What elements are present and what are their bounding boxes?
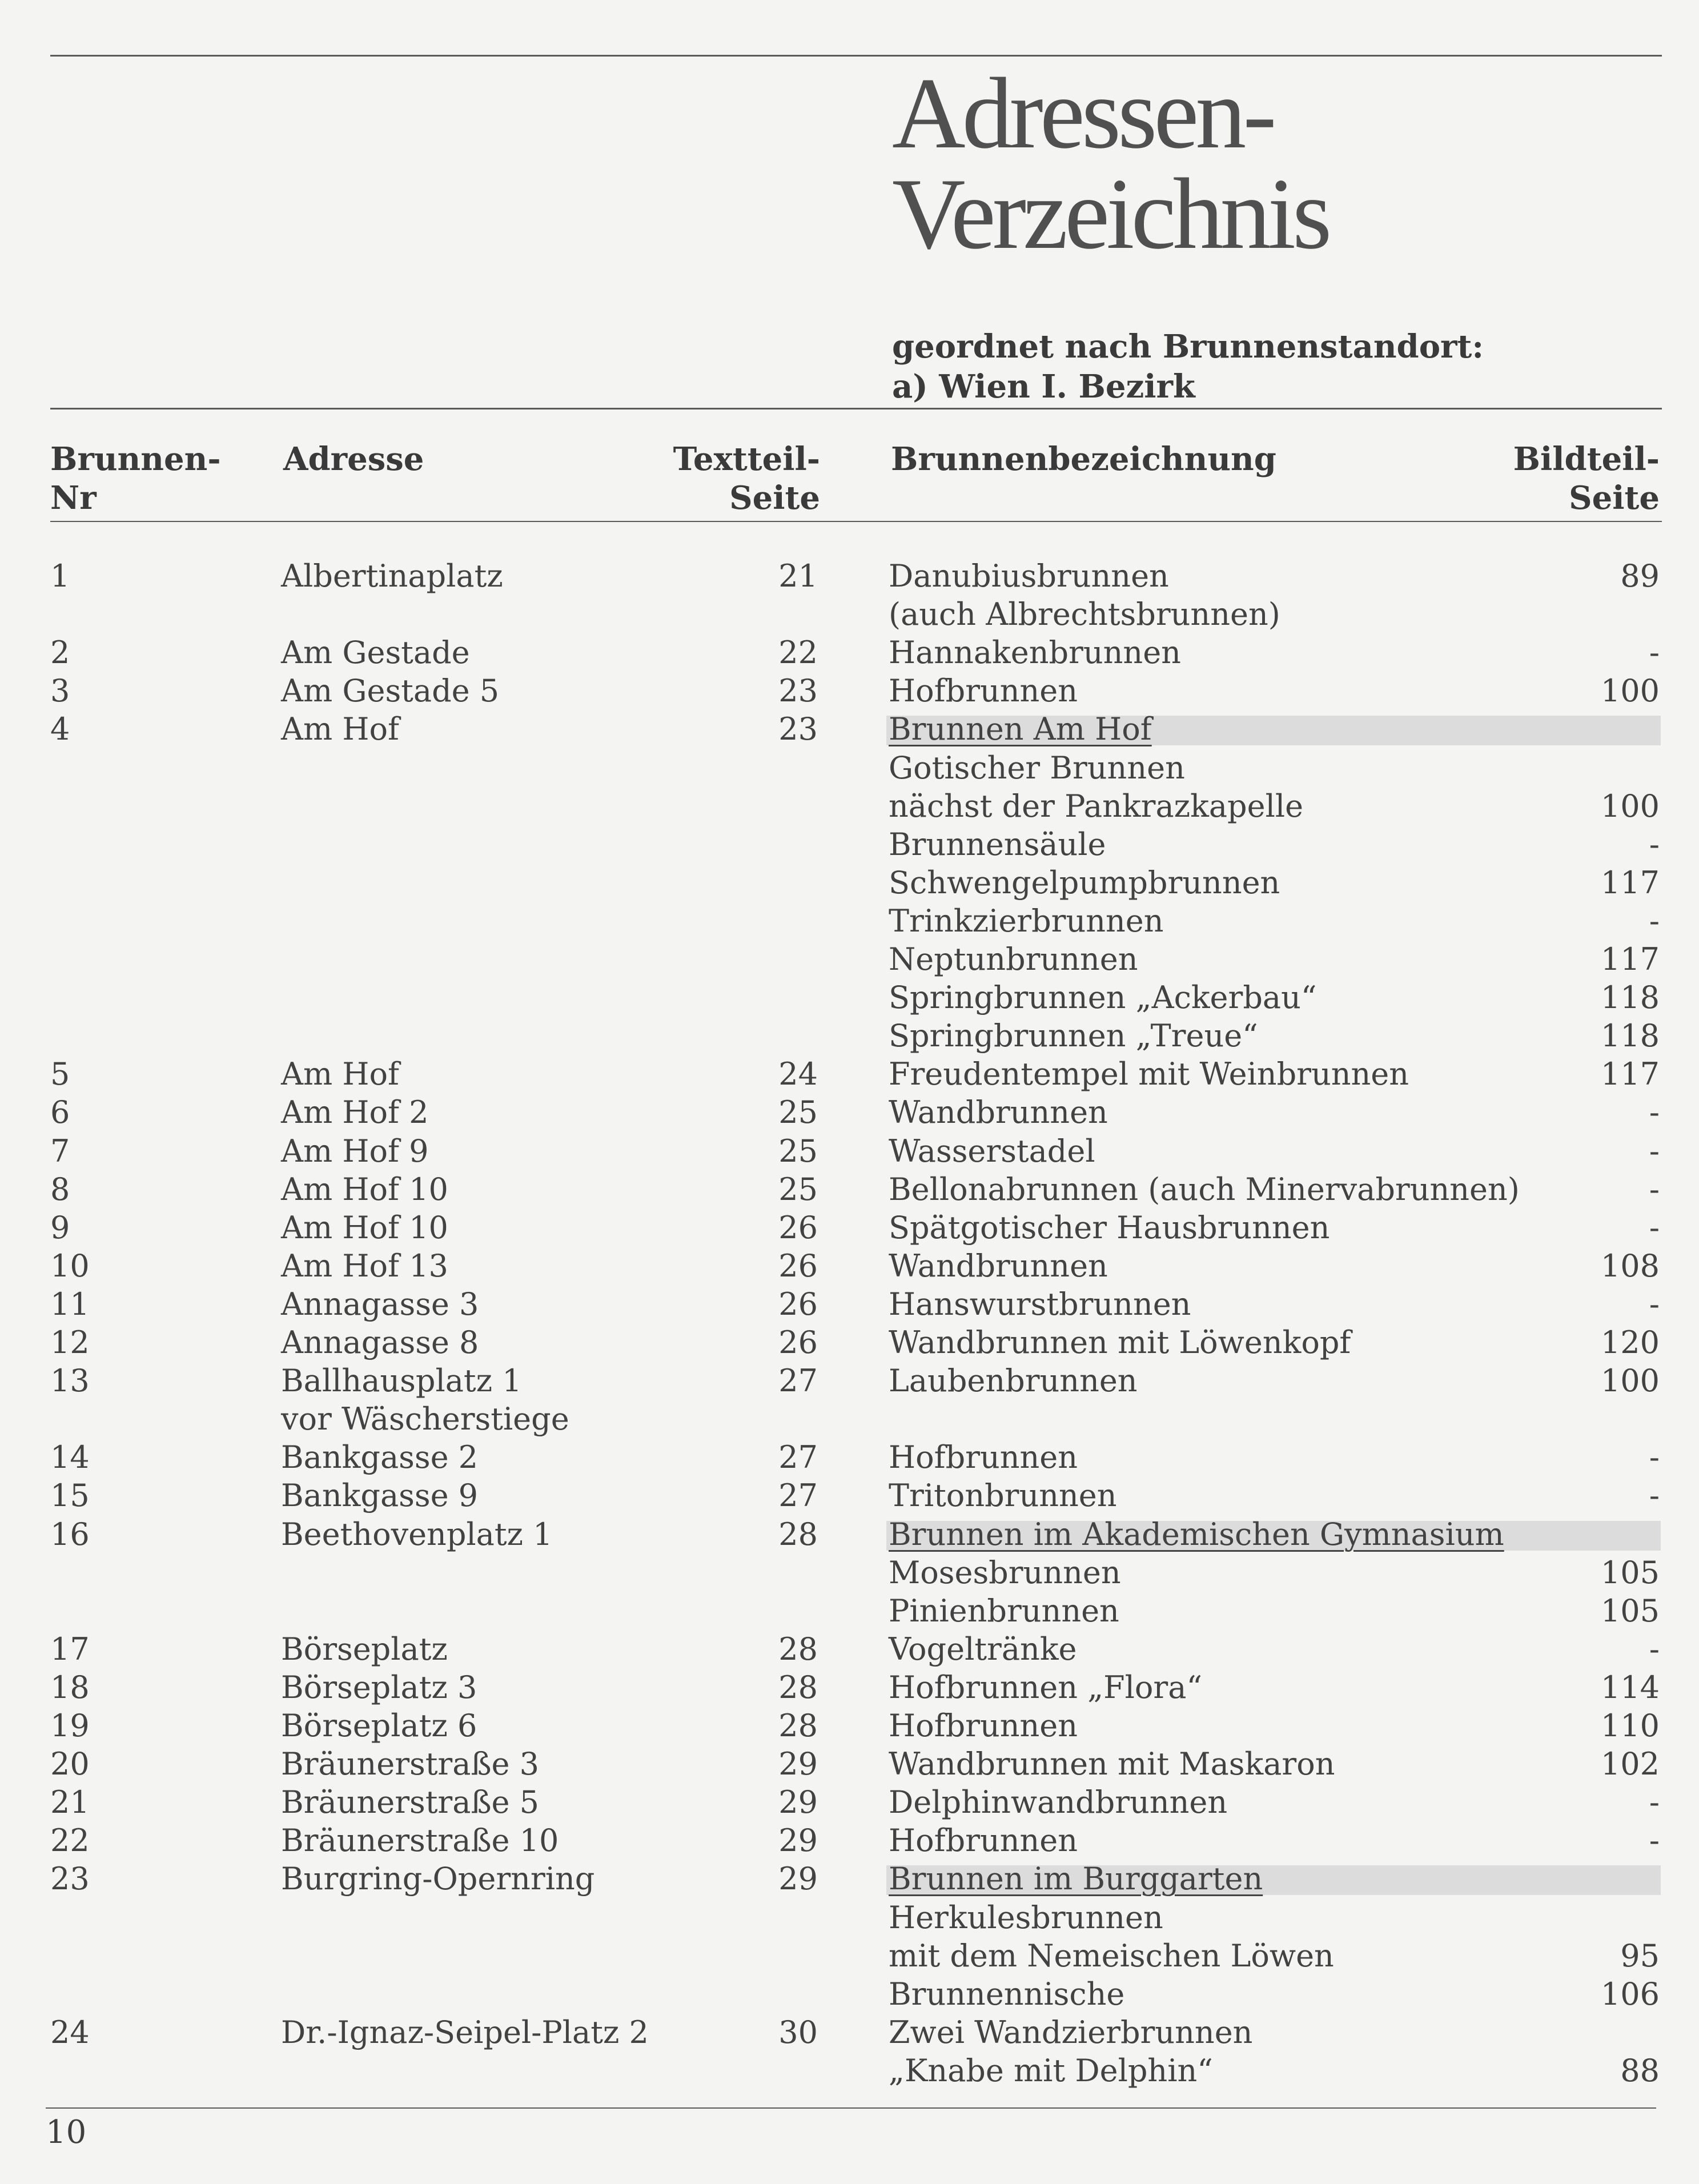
cell-bildteil-seite: 117 [1600, 941, 1660, 977]
table-row [0, 1975, 1699, 2013]
cell-adresse: Am Hof 10 [281, 1209, 448, 1246]
cell-adresse: Annagasse 8 [281, 1324, 479, 1360]
cell-bildteil-seite: 105 [1600, 1554, 1660, 1591]
cell-brunnenbezeichnung: Hofbrunnen „Flora“ [889, 1669, 1203, 1705]
cell-brunnen-nr: 9 [50, 1209, 70, 1246]
cell-brunnenbezeichnung: Pinienbrunnen [889, 1592, 1119, 1629]
table-row-group-heading [0, 1515, 1699, 1553]
cell-bildteil-seite: - [1649, 1478, 1660, 1514]
cell-textteil-seite: 21 [778, 558, 818, 594]
table-row [0, 557, 1699, 595]
cell-textteil-seite: 28 [778, 1669, 818, 1705]
cell-brunnen-nr: 11 [50, 1286, 90, 1322]
cell-brunnen-nr: 6 [50, 1094, 70, 1131]
cell-textteil-seite: 26 [778, 1286, 818, 1322]
cell-brunnen-nr: 8 [50, 1171, 70, 1207]
cell-adresse: Am Hof 2 [281, 1094, 429, 1131]
cell-textteil-seite: 24 [778, 1056, 818, 1093]
header-brunnen-nr-line-2: Nr [50, 479, 97, 517]
cell-textteil-seite: 26 [778, 1324, 818, 1360]
table-row [0, 1438, 1699, 1476]
cell-bildteil-seite: - [1649, 635, 1660, 671]
cell-brunnen-nr: 5 [50, 1056, 70, 1093]
cell-bildteil-seite: 88 [1620, 2052, 1660, 2089]
table-row [0, 1476, 1699, 1515]
cell-adresse: Börseplatz 3 [281, 1669, 477, 1705]
cell-brunnen-nr: 2 [50, 635, 70, 671]
subtitle-line-1: geordnet nach Brunnenstandort: [892, 328, 1484, 366]
cell-bildteil-seite: 110 [1600, 1708, 1660, 1744]
header-textteil-line-1: Textteil- [673, 440, 820, 478]
cell-brunnen-nr: 1 [50, 558, 70, 594]
cell-brunnenbezeichnung: Hofbrunnen [889, 1822, 1078, 1859]
page-number: 10 [46, 2114, 87, 2151]
cell-brunnenbezeichnung: Hannakenbrunnen [889, 635, 1181, 671]
cell-brunnen-nr: 19 [50, 1708, 90, 1744]
cell-brunnen-nr: 3 [50, 673, 70, 709]
page-title [892, 57, 1329, 270]
table-row [0, 1055, 1699, 1093]
cell-bildteil-seite: 95 [1620, 1937, 1660, 1974]
cell-brunnenbezeichnung: Neptunbrunnen [889, 941, 1138, 977]
cell-adresse: vor Wäscherstiege [281, 1401, 569, 1438]
cell-textteil-seite: 29 [778, 1784, 818, 1821]
cell-textteil-seite: 26 [778, 1209, 818, 1246]
table-row [0, 749, 1699, 787]
cell-brunnenbezeichnung: Wandbrunnen mit Löwenkopf [889, 1324, 1351, 1360]
cell-bildteil-seite: 89 [1620, 558, 1660, 594]
table-row [0, 1898, 1699, 1937]
cell-brunnen-nr: 10 [50, 1247, 90, 1284]
cell-adresse: Am Hof 9 [281, 1133, 429, 1169]
cell-bildteil-seite: - [1649, 1133, 1660, 1169]
cell-bildteil-seite: 108 [1600, 1247, 1660, 1284]
table-row [0, 1285, 1699, 1323]
cell-brunnenbezeichnung: Freudentempel mit Weinbrunnen [889, 1056, 1409, 1093]
cell-bildteil-seite: - [1649, 1631, 1660, 1667]
table-row [0, 595, 1699, 633]
cell-bildteil-seite: - [1649, 1822, 1660, 1859]
table-row [0, 1553, 1699, 1592]
header-rule [50, 521, 1662, 522]
cell-adresse: Dr.-Ignaz-Seipel-Platz 2 [281, 2014, 649, 2050]
cell-brunnenbezeichnung: Mosesbrunnen [889, 1554, 1121, 1591]
cell-brunnenbezeichnung: Bellonabrunnen (auch Minervabrunnen) [889, 1171, 1520, 1207]
table-row [0, 2051, 1699, 2090]
header-bildteil-line-2: Seite [1569, 479, 1660, 517]
cell-brunnen-nr: 15 [50, 1478, 90, 1514]
cell-adresse: Am Gestade 5 [281, 673, 500, 709]
subtitle-rule [50, 408, 1662, 410]
cell-textteil-seite: 27 [778, 1439, 818, 1476]
header-adresse [283, 440, 424, 479]
page-title-line-2: Verzeichnis [892, 157, 1329, 270]
cell-bildteil-seite: 106 [1600, 1976, 1660, 2012]
cell-adresse: Bräunerstraße 3 [281, 1746, 539, 1782]
cell-brunnenbezeichnung: (auch Albrechtsbrunnen) [889, 596, 1280, 633]
cell-textteil-seite: 28 [778, 1708, 818, 1744]
cell-adresse: Albertinaplatz [281, 558, 503, 594]
table-row [0, 1707, 1699, 1745]
cell-bildteil-seite: 100 [1600, 788, 1660, 824]
cell-textteil-seite: 25 [778, 1171, 818, 1207]
cell-brunnenbezeichnung: Spätgotischer Hausbrunnen [889, 1209, 1330, 1246]
cell-adresse: Börseplatz 6 [281, 1708, 477, 1744]
cell-adresse: Börseplatz [281, 1631, 448, 1667]
cell-textteil-seite: 30 [778, 2014, 818, 2050]
cell-textteil-seite: 28 [778, 1516, 818, 1552]
table-row [0, 633, 1699, 672]
cell-textteil-seite: 28 [778, 1631, 818, 1667]
cell-textteil-seite: 27 [778, 1478, 818, 1514]
cell-bildteil-seite: 118 [1600, 979, 1660, 1016]
table-row [0, 1592, 1699, 1630]
table-row [0, 1093, 1699, 1131]
table-row [0, 864, 1699, 902]
cell-brunnenbezeichnung: „Knabe mit Delphin“ [889, 2052, 1213, 2089]
cell-bildteil-seite: 100 [1600, 673, 1660, 709]
cell-bildteil-seite: - [1649, 1286, 1660, 1322]
header-bildteil-seite [1485, 440, 1660, 517]
cell-brunnenbezeichnung: Vogeltränke [889, 1631, 1077, 1667]
header-adresse-label: Adresse [283, 440, 424, 478]
cell-brunnenbezeichnung: Wandbrunnen [889, 1247, 1108, 1284]
header-textteil-line-2: Seite [729, 479, 820, 517]
cell-textteil-seite: 26 [778, 1247, 818, 1284]
cell-textteil-seite: 29 [778, 1861, 818, 1897]
table-row [0, 940, 1699, 978]
cell-brunnenbezeichnung: Zwei Wandzierbrunnen [889, 2014, 1253, 2050]
cell-bildteil-seite: 100 [1600, 1363, 1660, 1399]
cell-brunnenbezeichnung: Springbrunnen „Ackerbau“ [889, 979, 1317, 1016]
cell-textteil-seite: 27 [778, 1363, 818, 1399]
table-row [0, 825, 1699, 864]
cell-brunnen-nr: 17 [50, 1631, 90, 1667]
cell-brunnenbezeichnung: Danubiusbrunnen [889, 558, 1169, 594]
table-row [0, 1745, 1699, 1783]
cell-bildteil-seite: 117 [1600, 1056, 1660, 1093]
table-row [0, 1247, 1699, 1285]
table-row [0, 1400, 1699, 1438]
cell-textteil-seite: 22 [778, 635, 818, 671]
cell-brunnenbezeichnung: Hofbrunnen [889, 673, 1078, 709]
page-title-line-1: Adressen- [892, 57, 1274, 170]
bottom-rule [46, 2107, 1656, 2109]
cell-brunnenbezeichnung: Delphinwandbrunnen [889, 1784, 1228, 1821]
cell-brunnen-nr: 18 [50, 1669, 90, 1705]
cell-brunnen-nr: 7 [50, 1133, 70, 1169]
page-subtitle [892, 327, 1484, 407]
cell-textteil-seite: 25 [778, 1133, 818, 1169]
cell-bildteil-seite: 117 [1600, 864, 1660, 901]
cell-brunnenbezeichnung: Laubenbrunnen [889, 1363, 1138, 1399]
cell-brunnenbezeichnung: Brunnennische [889, 1976, 1125, 2012]
cell-brunnen-nr: 21 [50, 1784, 90, 1821]
table-row [0, 787, 1699, 825]
table-row [0, 1132, 1699, 1170]
cell-bildteil-seite: - [1649, 1439, 1660, 1476]
cell-adresse: Bräunerstraße 5 [281, 1784, 539, 1821]
cell-brunnenbezeichnung: Wandbrunnen mit Maskaron [889, 1746, 1335, 1782]
table-row [0, 902, 1699, 940]
cell-brunnenbezeichnung: Hanswurstbrunnen [889, 1286, 1191, 1322]
cell-brunnenbezeichnung: Springbrunnen „Treue“ [889, 1018, 1258, 1054]
cell-brunnen-nr: 4 [50, 711, 70, 748]
cell-bildteil-seite: - [1649, 1209, 1660, 1246]
cell-adresse: Am Hof 10 [281, 1171, 448, 1207]
cell-brunnen-nr: 24 [50, 2014, 90, 2050]
table-row [0, 1362, 1699, 1400]
table-row [0, 1017, 1699, 1055]
header-bildteil-line-1: Bildteil- [1513, 440, 1660, 478]
cell-adresse: Bankgasse 2 [281, 1439, 479, 1476]
cell-bildteil-seite: 114 [1600, 1669, 1660, 1705]
table-row [0, 672, 1699, 710]
subtitle-line-2: a) Wien I. Bezirk [892, 368, 1195, 406]
cell-brunnenbezeichnung: Brunnen im Burggarten [889, 1861, 1263, 1897]
table-row [0, 2013, 1699, 2051]
cell-bildteil-seite: - [1649, 1171, 1660, 1207]
cell-adresse: Bräunerstraße 10 [281, 1822, 559, 1859]
cell-brunnenbezeichnung: Brunnensäule [889, 826, 1106, 862]
cell-bildteil-seite: - [1649, 1094, 1660, 1131]
header-brunnen-nr-line-1: Brunnen- [50, 440, 221, 478]
cell-brunnenbezeichnung: mit dem Nemeischen Löwen [889, 1937, 1334, 1974]
cell-brunnen-nr: 14 [50, 1439, 90, 1476]
cell-adresse: Am Hof [281, 711, 399, 748]
cell-adresse: Annagasse 3 [281, 1286, 479, 1322]
cell-textteil-seite: 25 [778, 1094, 818, 1131]
header-brunnenbezeichnung [891, 440, 1276, 479]
cell-bildteil-seite: 105 [1600, 1592, 1660, 1629]
header-brunnenbezeichnung-label: Brunnenbezeichnung [891, 440, 1276, 478]
cell-textteil-seite: 23 [778, 673, 818, 709]
table-row-group-heading [0, 1860, 1699, 1898]
cell-brunnenbezeichnung: Hofbrunnen [889, 1708, 1078, 1744]
cell-adresse: Am Hof 13 [281, 1247, 448, 1284]
cell-textteil-seite: 29 [778, 1822, 818, 1859]
cell-bildteil-seite: 102 [1600, 1746, 1660, 1782]
cell-brunnenbezeichnung: Herkulesbrunnen [889, 1899, 1163, 1936]
cell-adresse: Am Gestade [281, 635, 470, 671]
table-row [0, 1630, 1699, 1668]
header-brunnen-nr [50, 440, 221, 517]
cell-brunnenbezeichnung: Schwengelpumpbrunnen [889, 864, 1280, 901]
cell-brunnen-nr: 22 [50, 1822, 90, 1859]
cell-bildteil-seite: - [1649, 902, 1660, 939]
cell-bildteil-seite: - [1649, 1784, 1660, 1821]
table-row [0, 1783, 1699, 1821]
table-row-group-heading [0, 710, 1699, 748]
cell-bildteil-seite: 118 [1600, 1018, 1660, 1054]
cell-brunnenbezeichnung: Hofbrunnen [889, 1439, 1078, 1476]
cell-brunnen-nr: 23 [50, 1861, 90, 1897]
cell-brunnenbezeichnung: Wandbrunnen [889, 1094, 1108, 1131]
cell-adresse: Am Hof [281, 1056, 399, 1093]
cell-adresse: Ballhausplatz 1 [281, 1363, 522, 1399]
cell-brunnen-nr: 16 [50, 1516, 90, 1552]
cell-brunnenbezeichnung: Brunnen Am Hof [889, 711, 1152, 748]
cell-brunnenbezeichnung: nächst der Pankrazkapelle [889, 788, 1304, 824]
table-row [0, 1937, 1699, 1975]
cell-brunnen-nr: 13 [50, 1363, 90, 1399]
cell-bildteil-seite: - [1649, 826, 1660, 862]
cell-adresse: Beethovenplatz 1 [281, 1516, 553, 1552]
cell-brunnenbezeichnung: Gotischer Brunnen [889, 749, 1185, 786]
cell-adresse: Bankgasse 9 [281, 1478, 479, 1514]
cell-brunnenbezeichnung: Tritonbrunnen [889, 1478, 1117, 1514]
top-rule [50, 55, 1662, 57]
table-row [0, 1323, 1699, 1362]
table-row [0, 978, 1699, 1017]
cell-brunnen-nr: 20 [50, 1746, 90, 1782]
table-row [0, 1170, 1699, 1209]
cell-brunnenbezeichnung: Brunnen im Akademischen Gymnasium [889, 1516, 1504, 1552]
table-row [0, 1668, 1699, 1707]
cell-brunnen-nr: 12 [50, 1324, 90, 1360]
cell-textteil-seite: 23 [778, 711, 818, 748]
table-row [0, 1821, 1699, 1860]
cell-adresse: Burgring-Opernring [281, 1861, 595, 1897]
table-row [0, 1209, 1699, 1247]
cell-brunnenbezeichnung: Trinkzierbrunnen [889, 902, 1164, 939]
cell-brunnenbezeichnung: Wasserstadel [889, 1133, 1095, 1169]
cell-bildteil-seite: 120 [1600, 1324, 1660, 1360]
header-textteil-seite [646, 440, 820, 517]
cell-textteil-seite: 29 [778, 1746, 818, 1782]
